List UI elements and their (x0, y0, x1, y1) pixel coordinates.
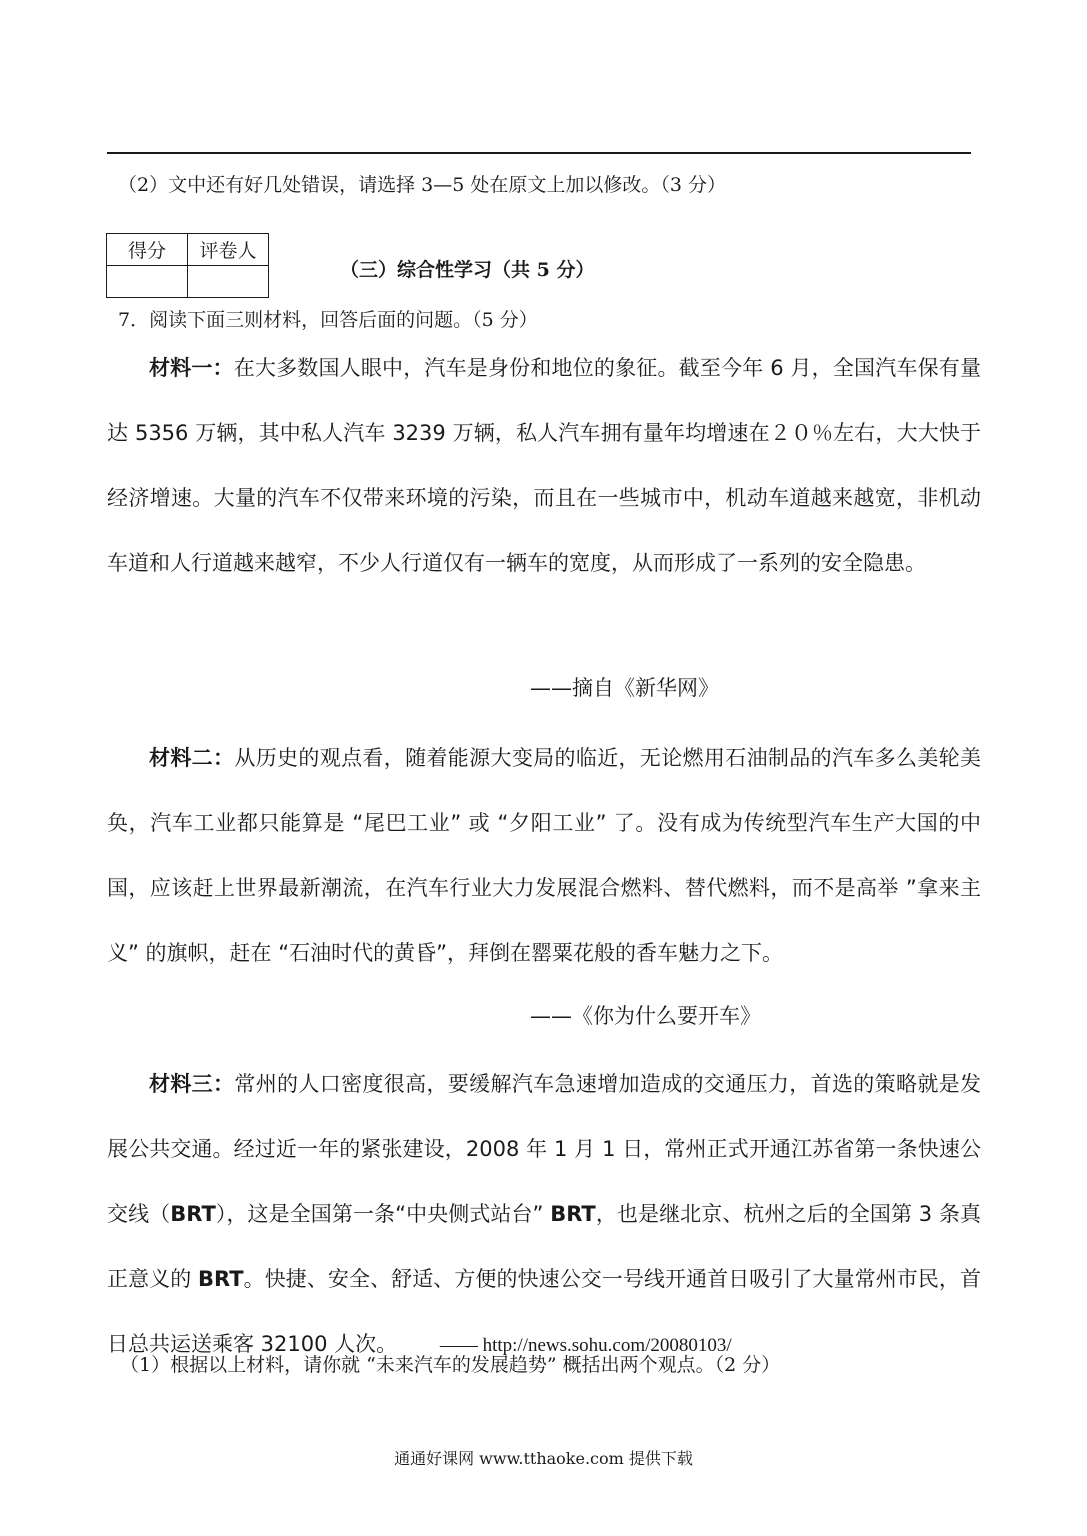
question-2: （2）文中还有好几处错误，请选择 3—5 处在原文上加以修改。（3 分） (118, 174, 726, 196)
top-rule (107, 152, 971, 154)
material-1 (107, 336, 981, 596)
question-7: 7．阅读下面三则材料，回答后面的问题。（5 分） (118, 309, 538, 331)
grader-cell[interactable] (188, 266, 269, 298)
brt-term: BRT (198, 1267, 244, 1291)
brt-term: BRT (550, 1202, 596, 1226)
material-3-text-b: ），这是全国第一条“中央侧式站台” (215, 1202, 551, 1226)
grader-header: 评卷人 (188, 234, 269, 266)
score-header: 得分 (107, 234, 188, 266)
material-2-text: 从历史的观点看，随着能源大变局的临近，无论燃用石油制品的汽车多么美轮美奂，汽车工业都只能算是 “尾巴工业” 或 “夕阳工业” 了。没有成为传统型汽车生产大国的中国，应该赶上世界最新潮流，在汽车行业大力发展混合燃料、替代燃料，而不是高举 ”拿来主义” 的旗帜，赶在 “石油时代的黄昏”，拜倒在罂粟花般的香车魅力之下。 (107, 746, 982, 965)
material-1-label: 材料一： (149, 356, 234, 380)
question-1: （1）根据以上材料，请你就 “未来汽车的发展趋势” 概括出两个观点。（2 分） (120, 1354, 781, 1376)
material-2-label: 材料二： (149, 746, 235, 770)
section-title: （三）综合性学习（共 5 分） (340, 259, 595, 281)
material-3-label: 材料三： (149, 1072, 235, 1096)
score-cell[interactable] (107, 266, 188, 298)
material-3-source[interactable]: —— http://news.sohu.com/20080103/ (439, 1335, 732, 1356)
material-2-source: ——《你为什么要开车》 (530, 1004, 761, 1028)
brt-term: BRT (170, 1202, 216, 1226)
score-table (106, 233, 269, 298)
footer: 通通好课网 www.tthaoke.com 提供下载 (394, 1449, 693, 1468)
material-1-source: ——摘自《新华网》 (530, 676, 719, 700)
material-3 (107, 1052, 981, 1378)
material-2 (107, 726, 981, 986)
material-3-text-a: 常州的人口密度很高，要缓解汽车急速增加造成的交通压力，首选的策略就是发展公共交通。经过近一年的紧张建设，2008 年 1 月 1 日，常州正式开通江苏省第一条快速公交线（ (107, 1072, 982, 1226)
material-3-text-c: ，也是继北京、杭州之后的全国第 3 条真正意义的 (107, 1202, 982, 1291)
material-3-text-d: 。快捷、安全、舒适、方便的快速公交一号线开通首日吸引了大量常州市民，首日总共运送乘客 32100 人次。 (107, 1267, 981, 1356)
material-1-text: 在大多数国人眼中，汽车是身份和地位的象征。截至今年 6 月，全国汽车保有量达 5356 万辆，其中私人汽车 3239 万辆，私人汽车拥有量年均增速在２０％左右，大大快于经济增速。大量的汽车不仅带来环境的污染，而且在一些城市中，机动车道越来越宽，非机动车道和人行道越来越窄，不少人行道仅有一辆车的宽度，从而形成了一系列的安全隐患。 (107, 356, 981, 575)
